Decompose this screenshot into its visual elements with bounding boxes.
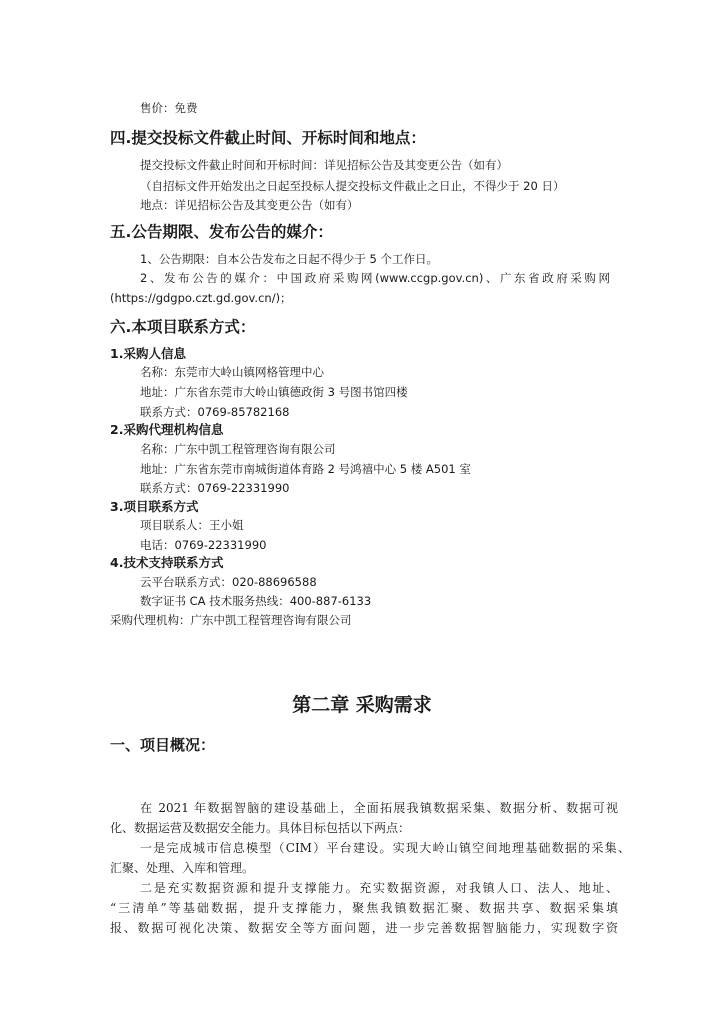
tech-ca-hotline: 数字证书 CA 技术服务热线：400-887-6133 (140, 594, 372, 608)
tech-support-heading: 4.技术支持联系方式 (110, 555, 224, 570)
purchaser-address: 地址：广东省东莞市大岭山镇德政街 3 号图书馆四楼 (140, 385, 408, 399)
agency-footer: 采购代理机构：广东中凯工程管理咨询有限公司 (110, 613, 352, 627)
project-contact-heading: 3.项目联系方式 (110, 499, 199, 514)
overview-title: 一、项目概况： (110, 736, 216, 754)
overview-text-line: 在 2021 年数据智脑的建设基础上，全面拓展我镇数据采集、数据分析、数据可视 (140, 801, 618, 815)
overview-text-line: 报、数据可视化决策、数据安全等方面问题，进一步完善数据智脑能力，实现数字资 (110, 921, 618, 935)
overview-text-line: 一是完成城市信息模型（CIM）平台建设。实现大岭山镇空间地理基础数据的采集、 (140, 841, 630, 855)
purchaser-name: 名称：东莞市大岭山镇网格管理中心 (140, 365, 324, 379)
section5-title: 五.公告期限、发布公告的媒介： (110, 223, 333, 241)
purchaser-heading: 1.采购人信息 (110, 346, 186, 361)
section4-line: （自招标文件开始发出之日起至投标人提交投标文件截止之日止，不得少于 20 日） (140, 179, 565, 193)
section4-line: 提交投标文件截止时间和开标时间：详见招标公告及其变更公告（如有） (140, 158, 508, 172)
overview-text-line: 汇聚、处理、入库和管理。 (110, 861, 255, 875)
section5-item2-cont: (https://gdgpo.czt.gd.gov.cn/)； (110, 291, 292, 305)
agency-address: 地址：广东省东莞市南城街道体育路 2 号鸿禧中心 5 楼 A501 室 (140, 462, 471, 476)
project-contact-person: 项目联系人：王小姐 (140, 518, 244, 532)
project-contact-phone: 电话：0769-22331990 (140, 538, 267, 552)
section5-item1: 1、公告期限：自本公告发布之日起不得少于 5 个工作日。 (140, 252, 438, 266)
section5-item2: 2、发布公告的媒介：中国政府采购网(www.ccgp.gov.cn)、广东省政府采购网 (140, 271, 610, 285)
chapter-title: 第二章 采购需求 (292, 694, 432, 716)
tech-cloud-phone: 云平台联系方式：020-88696588 (140, 575, 317, 589)
agency-heading: 2.采购代理机构信息 (110, 422, 224, 437)
section4-title: 四.提交投标文件截止时间、开标时间和地点： (110, 129, 426, 147)
section6-title: 六.本项目联系方式： (110, 318, 256, 336)
overview-text-line: 二是充实数据资源和提升支撑能力。充实数据资源，对我镇人口、法人、地址、 (140, 881, 618, 895)
purchaser-contact: 联系方式：0769-85782168 (140, 405, 290, 419)
agency-name: 名称：广东中凯工程管理咨询有限公司 (140, 442, 336, 456)
agency-contact: 联系方式：0769-22331990 (140, 481, 290, 495)
section4-line: 地点：详见招标公告及其变更公告（如有） (140, 198, 359, 212)
overview-text-line: 化、数据运营及数据安全能力。具体目标包括以下两点： (110, 821, 411, 835)
overview-text-line: “三清单”等基础数据，提升支撑能力，聚焦我镇数据汇聚、数据共享、数据采集填 (110, 901, 618, 915)
sale-price: 售价：免费 (140, 101, 198, 115)
